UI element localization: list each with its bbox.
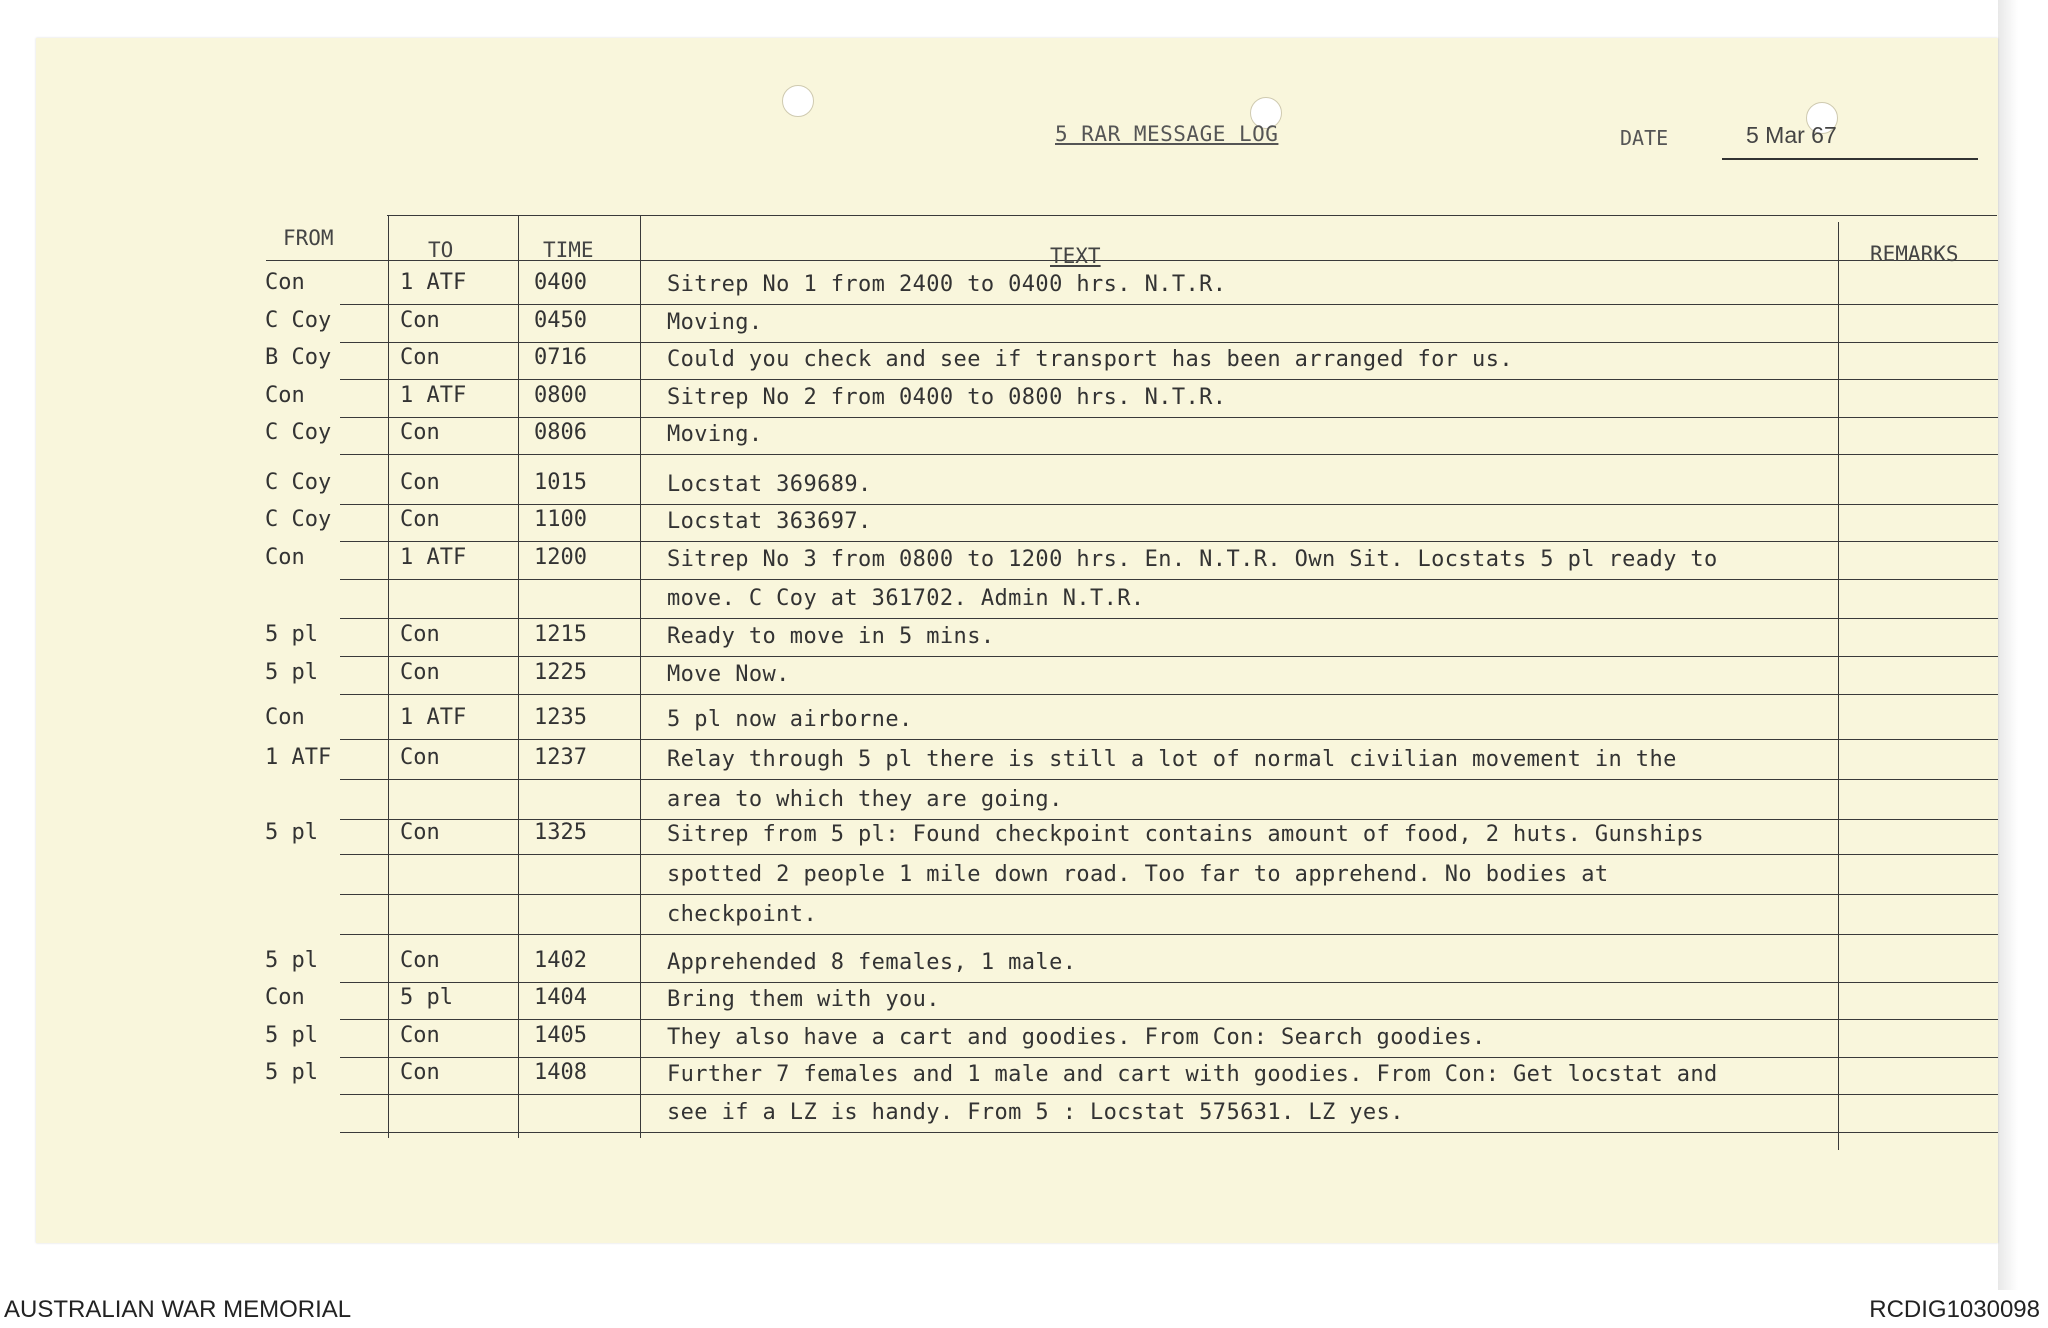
to-cell: Con — [400, 308, 440, 333]
date-label: DATE — [1620, 126, 1669, 150]
table-rule — [340, 417, 1998, 418]
from-cell: C Coy — [265, 420, 332, 445]
from-cell: Con — [265, 270, 305, 295]
table-rule — [340, 694, 1998, 695]
time-cell: 1225 — [534, 660, 587, 685]
to-cell: Con — [400, 470, 440, 495]
header-time: TIME — [543, 238, 594, 262]
table-rule — [340, 1019, 1998, 1020]
message-text-cell: Sitrep from 5 pl: Found checkpoint contains amount of food, 2 huts. Gunships — [667, 822, 1705, 847]
to-cell: 1 ATF — [400, 383, 467, 408]
table-rule — [387, 215, 1997, 216]
table-rule — [1838, 222, 1839, 1150]
table-rule — [340, 982, 1998, 983]
message-text-cell: Could you check and see if transport has been arranged for us. — [667, 347, 1513, 372]
message-text-cell: Sitrep No 1 from 2400 to 0400 hrs. N.T.R. — [667, 272, 1227, 297]
table-rule — [340, 504, 1998, 505]
from-cell: 5 pl — [265, 948, 318, 973]
message-text-cell: Bring them with you. — [667, 987, 940, 1012]
from-cell: Con — [265, 545, 305, 570]
time-cell: 0800 — [534, 383, 587, 408]
time-cell: 0806 — [534, 420, 587, 445]
message-text-cell: Sitrep No 2 from 0400 to 0800 hrs. N.T.R. — [667, 385, 1227, 410]
date-underline — [1722, 158, 1978, 160]
table-rule — [266, 260, 1998, 261]
time-cell: 1015 — [534, 470, 587, 495]
time-cell: 0450 — [534, 308, 587, 333]
from-cell: C Coy — [265, 470, 332, 495]
message-text-cell: Locstat 363697. — [667, 509, 872, 534]
from-cell: Con — [265, 705, 305, 730]
header-text: TEXT — [1050, 244, 1101, 268]
time-cell: 1215 — [534, 622, 587, 647]
table-rule — [340, 618, 1998, 619]
table-rule — [640, 215, 641, 1138]
time-cell: 1100 — [534, 507, 587, 532]
time-cell: 1237 — [534, 745, 587, 770]
table-rule — [340, 894, 1998, 895]
table-rule — [340, 779, 1998, 780]
to-cell: Con — [400, 745, 440, 770]
to-cell: Con — [400, 507, 440, 532]
header-to: TO — [428, 238, 454, 262]
table-rule — [340, 739, 1998, 740]
to-cell: 1 ATF — [400, 705, 467, 730]
from-cell: 5 pl — [265, 660, 318, 685]
table-rule — [340, 304, 1998, 305]
footer-credit: AUSTRALIAN WAR MEMORIAL — [4, 1296, 352, 1323]
footer-id: RCDIG1030098 — [1869, 1296, 2040, 1323]
time-cell: 1408 — [534, 1060, 587, 1085]
time-cell: 1325 — [534, 820, 587, 845]
message-text-cell: Further 7 females and 1 male and cart with goodies. From Con: Get locstat and — [667, 1062, 1718, 1087]
from-cell: 5 pl — [265, 622, 318, 647]
from-cell: C Coy — [265, 507, 332, 532]
message-text-cell: spotted 2 people 1 mile down road. Too far to apprehend. No bodies at — [667, 862, 1609, 887]
message-text-cell: They also have a cart and goodies. From Con: Search goodies. — [667, 1025, 1486, 1050]
page-edge — [1998, 0, 2048, 1290]
to-cell: Con — [400, 660, 440, 685]
to-cell: Con — [400, 820, 440, 845]
to-cell: Con — [400, 420, 440, 445]
to-cell: Con — [400, 1060, 440, 1085]
message-text-cell: move. C Coy at 361702. Admin N.T.R. — [667, 586, 1145, 611]
message-text-cell: Sitrep No 3 from 0800 to 1200 hrs. En. N.T.R. Own Sit. Locstats 5 pl ready to — [667, 547, 1718, 572]
table-rule — [340, 541, 1998, 542]
log-title: 5 RAR MESSAGE LOG — [1055, 122, 1279, 146]
date-value: 5 Mar 67 — [1746, 122, 1837, 148]
table-rule — [340, 454, 1998, 455]
table-rule — [340, 579, 1998, 580]
table-rule — [340, 819, 1998, 820]
from-cell: Con — [265, 383, 305, 408]
message-text-cell: Moving. — [667, 310, 763, 335]
time-cell: 1200 — [534, 545, 587, 570]
to-cell: Con — [400, 345, 440, 370]
message-text-cell: Moving. — [667, 422, 763, 447]
table-rule — [340, 379, 1998, 380]
table-rule — [388, 215, 389, 1138]
from-cell: 5 pl — [265, 1060, 318, 1085]
message-text-cell: Apprehended 8 females, 1 male. — [667, 950, 1077, 975]
punch-hole — [782, 85, 814, 117]
message-text-cell: 5 pl now airborne. — [667, 707, 913, 732]
header-remarks: REMARKS — [1870, 242, 1959, 266]
from-cell: 5 pl — [265, 1023, 318, 1048]
time-cell: 1405 — [534, 1023, 587, 1048]
message-text-cell: Ready to move in 5 mins. — [667, 624, 995, 649]
to-cell: 1 ATF — [400, 270, 467, 295]
time-cell: 1404 — [534, 985, 587, 1010]
message-text-cell: Relay through 5 pl there is still a lot of normal civilian movement in the — [667, 747, 1677, 772]
from-cell: C Coy — [265, 308, 332, 333]
from-cell: Con — [265, 985, 305, 1010]
from-cell: 1 ATF — [265, 745, 332, 770]
table-rule — [340, 342, 1998, 343]
table-rule — [340, 934, 1998, 935]
to-cell: Con — [400, 622, 440, 647]
message-text-cell: checkpoint. — [667, 902, 818, 927]
message-text-cell: Locstat 369689. — [667, 472, 872, 497]
time-cell: 1402 — [534, 948, 587, 973]
time-cell: 0400 — [534, 270, 587, 295]
to-cell: Con — [400, 948, 440, 973]
to-cell: 5 pl — [400, 985, 453, 1010]
message-text-cell: Move Now. — [667, 662, 790, 687]
table-rule — [518, 215, 519, 1138]
from-cell: 5 pl — [265, 820, 318, 845]
from-cell: B Coy — [265, 345, 332, 370]
table-rule — [340, 1094, 1998, 1095]
table-rule — [340, 854, 1998, 855]
time-cell: 1235 — [534, 705, 587, 730]
table-rule — [340, 656, 1998, 657]
table-rule — [340, 1132, 1998, 1133]
table-rule — [340, 1057, 1998, 1058]
message-text-cell: see if a LZ is handy. From 5 : Locstat 575631. LZ yes. — [667, 1100, 1404, 1125]
header-from: FROM — [283, 226, 334, 250]
to-cell: 1 ATF — [400, 545, 467, 570]
time-cell: 0716 — [534, 345, 587, 370]
to-cell: Con — [400, 1023, 440, 1048]
message-text-cell: area to which they are going. — [667, 787, 1063, 812]
